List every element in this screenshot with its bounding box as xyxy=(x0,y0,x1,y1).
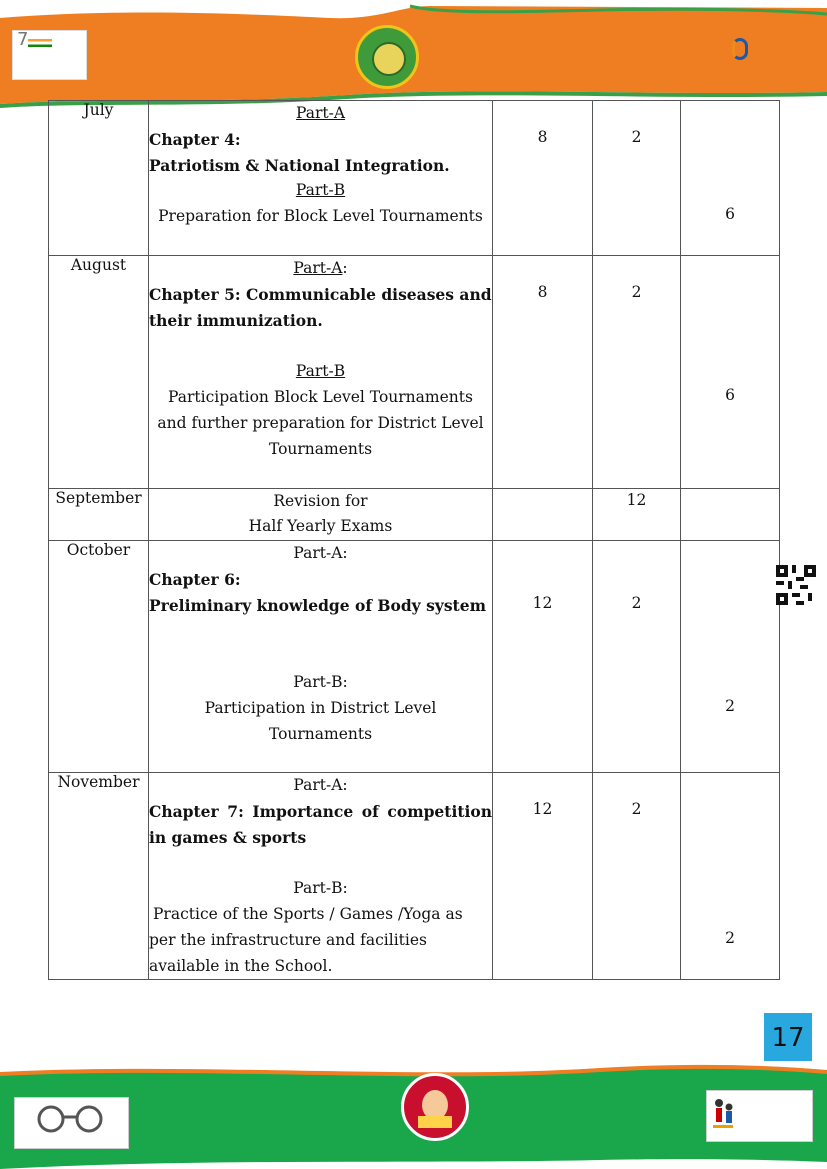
value-cell xyxy=(593,773,681,980)
part-a-label: Part-A xyxy=(293,259,343,277)
part-a-label: Part-A: xyxy=(293,776,348,794)
practical-periods: 2 xyxy=(725,697,735,715)
part-b-line: Participation Block Level Tournaments xyxy=(168,387,473,406)
chapter-name: Preliminary knowledge of Body system xyxy=(149,595,486,615)
swachh-bharat-logo xyxy=(14,1097,129,1149)
month-cell: November xyxy=(49,773,149,980)
value-cell xyxy=(681,541,780,773)
chapter-line: Chapter 5: Communicable diseases and xyxy=(149,284,492,304)
value-cell xyxy=(593,256,681,489)
revision-periods: 12 xyxy=(626,491,647,509)
part-a-suffix: : xyxy=(342,259,348,277)
value-cell xyxy=(493,541,593,773)
revision-periods: 2 xyxy=(631,283,642,301)
table-row xyxy=(49,489,780,541)
part-b-line: available in the School. xyxy=(149,956,333,975)
month-cell: August xyxy=(49,256,149,489)
practical-periods: 6 xyxy=(725,386,735,404)
value-cell xyxy=(681,773,780,980)
qr-code-icon[interactable] xyxy=(776,565,816,605)
education-department-seal xyxy=(355,25,419,89)
revision-periods: 2 xyxy=(631,800,642,818)
content-line: Revision for xyxy=(273,492,368,510)
page-number-badge: 17 xyxy=(764,1013,812,1061)
practical-periods: 6 xyxy=(725,205,735,223)
part-b-label: Part-B xyxy=(295,181,346,200)
value-cell xyxy=(493,773,593,980)
value-cell xyxy=(493,256,593,489)
month-cell: October xyxy=(49,541,149,773)
content-cell xyxy=(149,489,493,541)
part-b-label: Part-B: xyxy=(293,672,348,691)
month-cell: September xyxy=(49,489,149,541)
value-cell xyxy=(593,541,681,773)
content-line: Half Yearly Exams xyxy=(248,517,393,535)
revision-periods: 2 xyxy=(631,128,642,146)
part-b-label: Part-B: xyxy=(293,879,348,898)
revision-periods: 2 xyxy=(631,594,642,612)
part-a-label: Part-A xyxy=(295,104,346,122)
page-header xyxy=(0,0,827,110)
table-row xyxy=(49,541,780,773)
value-cell xyxy=(493,101,593,256)
chapter-title: Chapter 6: xyxy=(149,569,241,589)
part-b-text: Preparation for Block Level Tournaments xyxy=(158,207,483,226)
part-b-line: Tournaments xyxy=(268,724,373,743)
content-cell xyxy=(149,101,493,256)
chapter-title: Chapter 4: xyxy=(149,129,241,149)
part-b-line: and further preparation for District Level xyxy=(157,413,484,432)
table-row xyxy=(49,773,780,980)
part-b-line: Tournaments xyxy=(268,439,373,458)
shiksha-ka-adhikar-logo xyxy=(706,1090,813,1142)
month-cell: July xyxy=(49,101,149,256)
part-b-line: per the infrastructure and facilities xyxy=(149,930,427,949)
value-cell xyxy=(593,489,681,541)
part-b-line: Practice of the Sports / Games /Yoga as xyxy=(153,904,463,923)
page-footer xyxy=(0,1060,827,1169)
part-b-label: Part-B xyxy=(295,362,346,381)
chapter-line: their immunization. xyxy=(149,310,323,330)
beti-bachao-beti-padhao-logo xyxy=(401,1073,469,1141)
value-cell xyxy=(681,101,780,256)
value-cell xyxy=(681,489,780,541)
part-b-line: Participation in District Level xyxy=(204,698,437,717)
content-cell xyxy=(149,256,493,489)
chapter-name: Patriotism & National Integration. xyxy=(149,155,450,175)
chapter-line: in games & sports xyxy=(149,827,307,847)
value-cell xyxy=(593,101,681,256)
practical-periods: 2 xyxy=(725,929,735,947)
theory-periods: 8 xyxy=(537,128,548,146)
content-cell xyxy=(149,541,493,773)
azadi-ka-amrit-mahotsav-logo: 7 xyxy=(12,30,87,80)
chapter-line: Chapter 7: Importance of competition xyxy=(149,801,492,821)
theory-periods: 8 xyxy=(537,283,548,301)
syllabus-schedule-table xyxy=(48,100,780,980)
theory-periods: 12 xyxy=(532,594,553,612)
digital-india-logo xyxy=(732,38,751,60)
value-cell xyxy=(681,256,780,489)
theory-periods: 12 xyxy=(532,800,553,818)
part-a-label: Part-A: xyxy=(293,544,348,562)
content-cell xyxy=(149,773,493,980)
value-cell xyxy=(493,489,593,541)
table-row xyxy=(49,256,780,489)
table-row xyxy=(49,101,780,256)
